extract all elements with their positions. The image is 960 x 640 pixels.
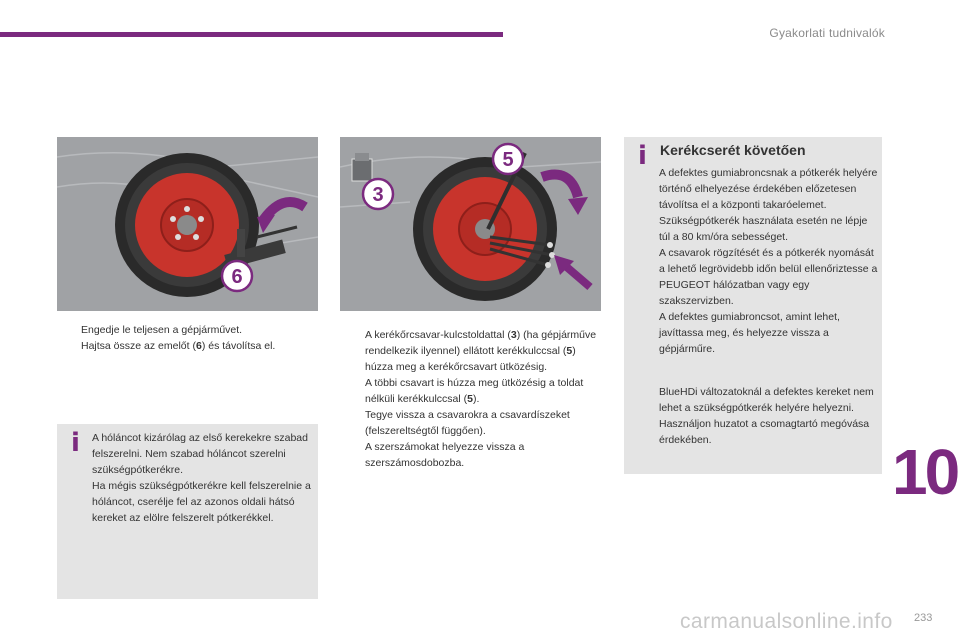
box-title: Kerékcserét követően	[660, 142, 806, 158]
step-item: A szerszámokat helyezze vissza a szerszámosdobozba.	[365, 441, 525, 469]
info-icon: i	[71, 428, 80, 458]
after-wheel-change-box	[624, 137, 882, 474]
header-accent-bar	[0, 32, 503, 37]
snow-chain-note-text: A hóláncot kizárólag az első kerekekre szabad felszerelni. Nem szabad hóláncot szerelni szükségpótkerékre. Ha mégis szükségpótkerékre kell felszerelnie a hóláncot, cserélje fel az azonos oldali hátsó kereket az elölre felszerelt pótkerékkel.	[92, 432, 311, 524]
page-number: 233	[914, 612, 933, 624]
step-item: A többi csavart is húzza meg ütközésig a toldat nélküli kerékkulccsal (5).	[365, 377, 584, 405]
chapter-number: 10	[892, 436, 958, 508]
step-item: Engedje le teljesen a gépjárművet.	[81, 324, 243, 336]
callout-3-label: 3	[372, 184, 384, 206]
lower-jack-steps	[58, 322, 320, 354]
anti-theft-adaptor	[352, 159, 372, 181]
step-item: Tegye vissza a csavarokra a csavardíszeket (felszereltségtől függően).	[365, 409, 570, 437]
bolt-tightening-illustration	[340, 137, 601, 311]
snow-chain-note	[57, 424, 318, 599]
tighten-bolts-steps	[342, 327, 604, 471]
callout-6-label: 6	[231, 266, 243, 288]
section-title: Gyakorlati tudnivalók	[769, 26, 885, 40]
callout-5-label: 5	[502, 149, 514, 171]
box-paragraph-2: BlueHDi változatoknál a defektes kereket nem lehet a szükségpótkerék helyére helyezni. Használjon huzatot a csomagtartó megóvása érdekében.	[659, 386, 874, 446]
jack-illustration	[57, 137, 318, 311]
step-item: A kerékőrcsavar-kulcstoldattal (3) (ha gépjárműve rendelkezik ilyennel) ellátott kerékkulccsal (5) húzza meg a kerékőrcsavart ütközésig.	[365, 329, 597, 373]
watermark: carmanualsonline.info	[680, 610, 893, 633]
box-paragraph-1: A defektes gumiabroncsnak a pótkerék helyére történő elhelyezése érdekében előzetesen távolítsa el a központi takaróelemet. Szükségpótkerék használata esetén ne lépje túl a 80 km/óra sebességet. A csavarok rögzítését és a pótkerék nyomását a lehető legrövidebb időn belül ellenőriztesse a PEUGEOT hálózatban vagy egy szakszervizben. A defektes gumiabroncsot, amint lehet, javíttassa meg, és helyezze vissza a gépjárműre.	[659, 167, 878, 355]
step-item: Hajtsa össze az emelőt (6) és távolítsa el.	[81, 340, 276, 352]
info-icon: i	[638, 141, 647, 171]
